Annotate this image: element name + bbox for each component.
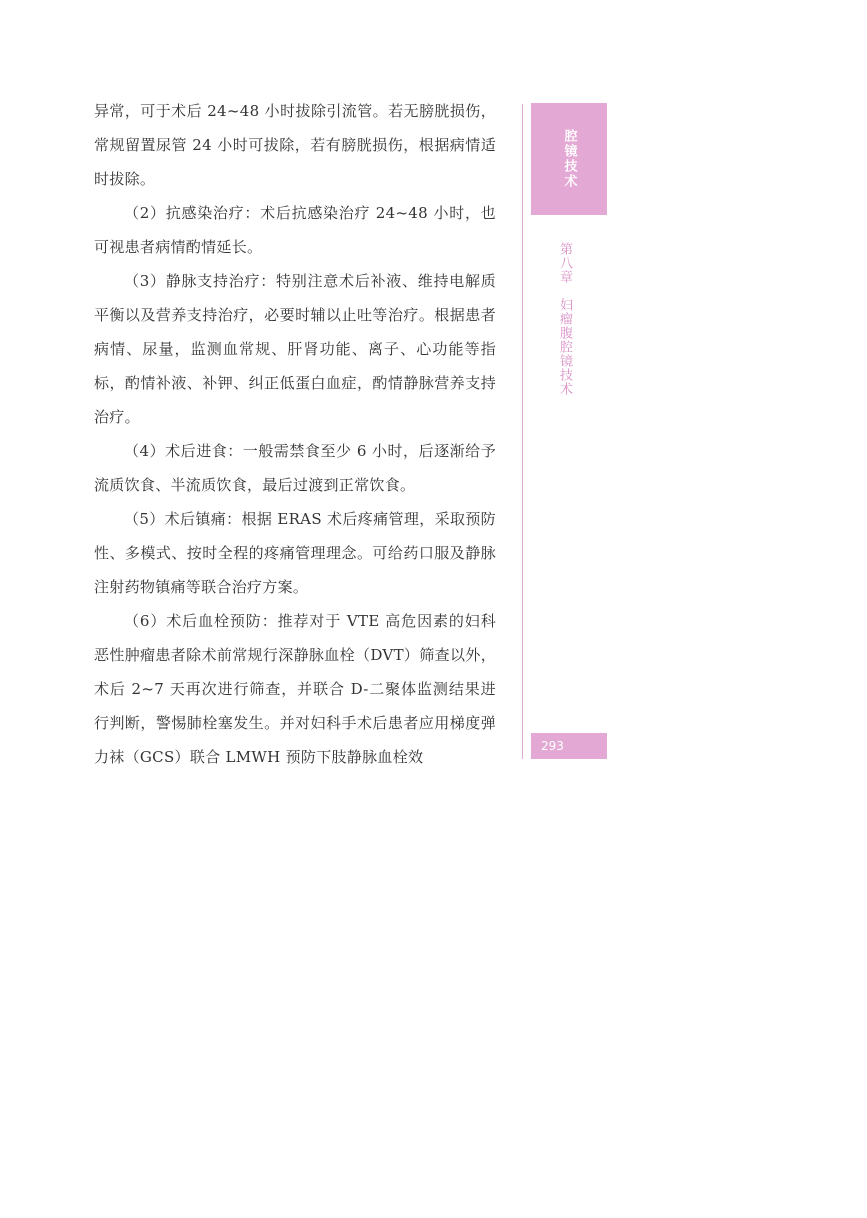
- paragraph-4: （4）术后进食：一般需禁食至少 6 小时，后逐渐给予流质饮食、半流质饮食，最后过渡到正常饮食。: [94, 442, 496, 494]
- chapter-label: [556, 242, 572, 396]
- sidebar-divider: [522, 104, 523, 759]
- paragraph-3: （3）静脉支持治疗：特别注意术后补液、维持电解质平衡以及营养支持治疗，必要时辅以止吐等治疗。根据患者病情、尿量，监测血常规、肝肾功能、离子、心功能等指标，酌情补液、补钾、纠正低蛋白血症，酌情静脉营养支持治疗。: [94, 272, 496, 426]
- page-number: 293: [531, 733, 607, 759]
- chapter-number: 第八章: [557, 242, 572, 284]
- section-tab-label: 腔镜技术: [561, 129, 577, 189]
- chapter-title: 妇瘤腹腔镜技术: [557, 298, 572, 396]
- body-text: [94, 94, 496, 774]
- paragraph-6: （6）术后血栓预防：推荐对于 VTE 高危因素的妇科恶性肿瘤患者除术前常规行深静脉血栓（DVT）筛查以外，术后 2~7 天再次进行筛查，并联合 D-二聚体监测结果进行判断，警惕肺栓塞发生。并对妇科手术后患者应用梯度弹力袜（GCS）联合 LMWH 预防下肢静脉血栓效: [94, 612, 496, 766]
- section-tab: [531, 103, 607, 215]
- paragraph-2: （2）抗感染治疗：术后抗感染治疗 24~48 小时，也可视患者病情酌情延长。: [94, 204, 496, 256]
- paragraph-5: （5）术后镇痛：根据 ERAS 术后疼痛管理，采取预防性、多模式、按时全程的疼痛管理理念。可给药口服及静脉注射药物镇痛等联合治疗方案。: [94, 510, 496, 596]
- paragraph-1: 异常，可于术后 24~48 小时拔除引流管。若无膀胱损伤，常规留置尿管 24 小时可拔除，若有膀胱损伤，根据病情适时拔除。: [94, 102, 496, 188]
